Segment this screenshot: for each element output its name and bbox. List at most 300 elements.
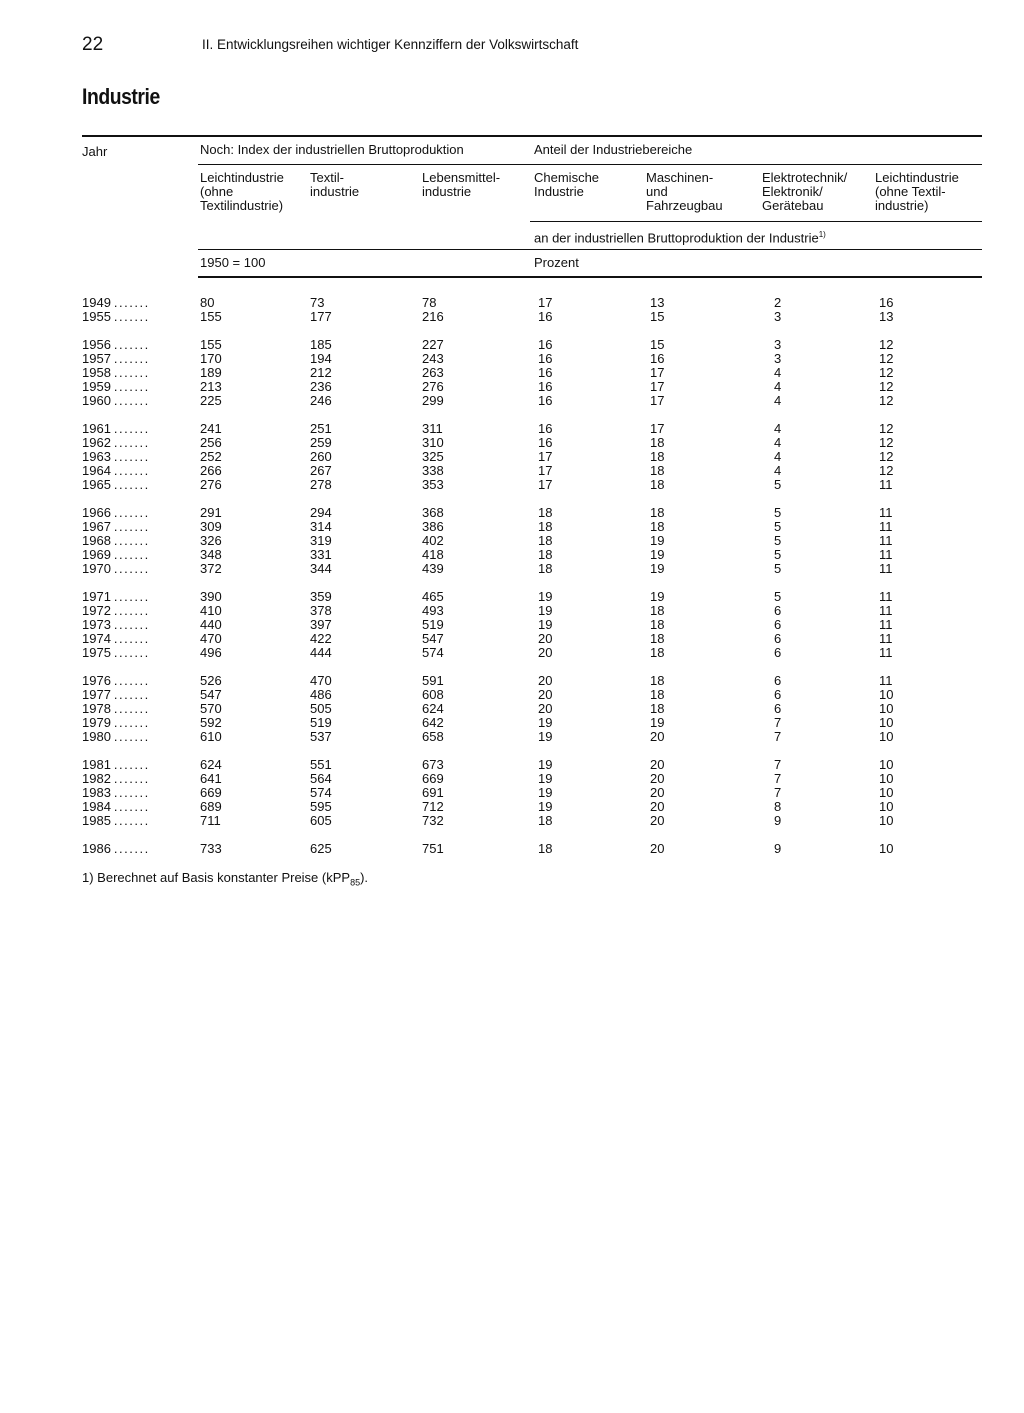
leader-dots: ....... [113, 771, 150, 786]
cell-col-6: 4 [774, 365, 782, 380]
page-number: 22 [82, 34, 104, 55]
cell-col-7: 11 [879, 645, 893, 660]
table-row [0, 366, 1024, 380]
cell-col-6: 3 [774, 337, 782, 352]
cell-col-7: 13 [879, 309, 894, 324]
cell-col-6: 4 [774, 393, 782, 408]
row-year [82, 758, 150, 772]
cell-col-1: 592 [200, 715, 222, 730]
cell-col-3: 608 [422, 687, 444, 702]
leader-dots: ....... [113, 337, 150, 352]
cell-col-6: 3 [774, 351, 782, 366]
cell-col-7: 10 [879, 785, 894, 800]
cell-col-7: 11 [879, 477, 893, 492]
header-group-index: Noch: Index der industriellen Bruttoproduktion [200, 142, 464, 157]
row-year [82, 730, 150, 744]
cell-col-5: 17 [650, 379, 665, 394]
leader-dots: ....... [113, 449, 150, 464]
cell-col-5: 18 [650, 701, 665, 716]
cell-col-3: 310 [422, 435, 444, 450]
row-year [82, 562, 150, 576]
cell-col-2: 359 [310, 589, 332, 604]
table-row [0, 296, 1024, 310]
cell-col-4: 16 [538, 421, 553, 436]
cell-col-7: 11 [879, 617, 893, 632]
leader-dots: ....... [113, 435, 150, 450]
share-subheader-footnote-ref: 1) [818, 230, 826, 239]
year-value: 1984 [82, 799, 111, 814]
cell-col-6: 4 [774, 463, 782, 478]
cell-col-6: 4 [774, 435, 782, 450]
row-year [82, 380, 150, 394]
cell-col-5: 18 [650, 687, 665, 702]
year-value: 1976 [82, 673, 111, 688]
year-value: 1980 [82, 729, 111, 744]
year-value: 1967 [82, 519, 111, 534]
leader-dots: ....... [113, 799, 150, 814]
cell-col-2: 564 [310, 771, 332, 786]
cell-col-6: 4 [774, 379, 782, 394]
row-year [82, 436, 150, 450]
cell-col-4: 18 [538, 813, 553, 828]
leader-dots: ....... [113, 533, 150, 548]
cell-col-7: 11 [879, 519, 893, 534]
cell-col-5: 19 [650, 547, 665, 562]
cell-col-6: 5 [774, 533, 782, 548]
cell-col-2: 251 [310, 421, 332, 436]
cell-col-7: 12 [879, 463, 894, 478]
year-value: 1957 [82, 351, 111, 366]
leader-dots: ....... [113, 505, 150, 520]
row-year [82, 618, 150, 632]
cell-col-6: 8 [774, 799, 782, 814]
cell-col-2: 294 [310, 505, 332, 520]
cell-col-3: 669 [422, 771, 444, 786]
cell-col-2: 444 [310, 645, 332, 660]
cell-col-7: 11 [879, 561, 893, 576]
cell-col-7: 12 [879, 351, 894, 366]
cell-col-2: 422 [310, 631, 332, 646]
row-year [82, 842, 150, 856]
cell-col-2: 236 [310, 379, 332, 394]
cell-col-7: 12 [879, 379, 894, 394]
leader-dots: ....... [113, 813, 150, 828]
cell-col-1: 496 [200, 645, 222, 660]
row-year [82, 800, 150, 814]
cell-col-7: 10 [879, 729, 894, 744]
year-value: 1958 [82, 365, 111, 380]
cell-col-5: 20 [650, 813, 665, 828]
cell-col-5: 13 [650, 295, 665, 310]
cell-col-7: 10 [879, 799, 894, 814]
cell-col-6: 5 [774, 505, 782, 520]
table-row [0, 478, 1024, 492]
year-value: 1969 [82, 547, 111, 562]
footnote [82, 870, 368, 888]
share-subheader-text: an der industriellen Bruttoproduktion der Industrie [534, 230, 819, 246]
cell-col-2: 185 [310, 337, 332, 352]
year-value: 1981 [82, 757, 111, 772]
cell-col-2: 537 [310, 729, 332, 744]
year-value: 1973 [82, 617, 111, 632]
leader-dots: ....... [113, 309, 150, 324]
cell-col-4: 20 [538, 673, 553, 688]
cell-col-2: 378 [310, 603, 332, 618]
leader-dots: ....... [113, 673, 150, 688]
footnote-suffix: ). [360, 870, 369, 885]
cell-col-4: 18 [538, 519, 553, 534]
cell-col-3: 299 [422, 393, 444, 408]
cell-col-4: 17 [538, 449, 553, 464]
cell-col-2: 212 [310, 365, 332, 380]
footnote-subscript: 85 [350, 877, 361, 888]
running-title: II. Entwicklungsreihen wichtiger Kennziffern der Volkswirtschaft [202, 37, 579, 52]
table-row [0, 688, 1024, 702]
cell-col-4: 19 [538, 771, 553, 786]
cell-col-4: 16 [538, 351, 553, 366]
cell-col-1: 372 [200, 561, 222, 576]
cell-col-5: 16 [650, 351, 665, 366]
table-row [0, 604, 1024, 618]
cell-col-2: 267 [310, 463, 332, 478]
leader-dots: ....... [113, 463, 150, 478]
cell-col-3: 751 [422, 841, 444, 856]
table-row [0, 842, 1024, 856]
section-title: Industrie [82, 84, 160, 109]
cell-col-5: 19 [650, 589, 665, 604]
cell-col-4: 20 [538, 687, 553, 702]
cell-col-4: 18 [538, 841, 553, 856]
cell-col-1: 155 [200, 309, 222, 324]
cell-col-6: 7 [774, 771, 782, 786]
cell-col-4: 20 [538, 701, 553, 716]
leader-dots: ....... [113, 379, 150, 394]
cell-col-2: 574 [310, 785, 332, 800]
leader-dots: ....... [113, 295, 150, 310]
cell-col-4: 16 [538, 337, 553, 352]
cell-col-1: 470 [200, 631, 222, 646]
table-row [0, 758, 1024, 772]
cell-col-6: 9 [774, 841, 782, 856]
cell-col-4: 19 [538, 729, 553, 744]
cell-col-6: 6 [774, 701, 782, 716]
unit-percent: Prozent [534, 255, 579, 270]
header-col-6: Elektrotechnik/ Elektronik/ Gerätebau [762, 170, 848, 213]
leader-dots: ....... [113, 561, 150, 576]
cell-col-3: 227 [422, 337, 444, 352]
cell-col-3: 325 [422, 449, 444, 464]
cell-col-3: 658 [422, 729, 444, 744]
row-year [82, 604, 150, 618]
cell-col-1: 689 [200, 799, 222, 814]
cell-col-1: 170 [200, 351, 222, 366]
cell-col-1: 570 [200, 701, 222, 716]
cell-col-2: 314 [310, 519, 332, 534]
table-row [0, 590, 1024, 604]
year-value: 1977 [82, 687, 111, 702]
cell-col-3: 243 [422, 351, 444, 366]
table-row [0, 352, 1024, 366]
cell-col-5: 18 [650, 463, 665, 478]
table-row [0, 422, 1024, 436]
table-row [0, 772, 1024, 786]
cell-col-4: 17 [538, 463, 553, 478]
cell-col-3: 642 [422, 715, 444, 730]
table-row [0, 618, 1024, 632]
header-col-7: Leichtindustrie (ohne Textil- industrie) [875, 170, 959, 213]
cell-col-1: 291 [200, 505, 222, 520]
cell-col-2: 397 [310, 617, 332, 632]
cell-col-3: 418 [422, 547, 444, 562]
cell-col-2: 260 [310, 449, 332, 464]
cell-col-2: 331 [310, 547, 332, 562]
cell-col-6: 6 [774, 673, 782, 688]
cell-col-6: 4 [774, 421, 782, 436]
header-col-3: Lebensmittel- industrie [422, 170, 501, 199]
year-value: 1949 [82, 295, 111, 310]
row-year [82, 548, 150, 562]
cell-col-1: 440 [200, 617, 222, 632]
year-value: 1972 [82, 603, 111, 618]
year-value: 1961 [82, 421, 111, 436]
row-year [82, 352, 150, 366]
cell-col-6: 5 [774, 477, 782, 492]
cell-col-1: 80 [200, 295, 215, 310]
row-year [82, 296, 150, 310]
row-year [82, 702, 150, 716]
table-row [0, 338, 1024, 352]
table-row [0, 632, 1024, 646]
cell-col-4: 17 [538, 477, 553, 492]
cell-col-2: 486 [310, 687, 332, 702]
year-value: 1962 [82, 435, 111, 450]
subheader-rule [530, 221, 982, 222]
leader-dots: ....... [113, 365, 150, 380]
table-row [0, 534, 1024, 548]
header-share-subheader [534, 228, 826, 245]
cell-col-7: 10 [879, 757, 894, 772]
cell-col-5: 18 [650, 645, 665, 660]
cell-col-2: 177 [310, 309, 332, 324]
header-col-1: Leichtindustrie (ohne Textilindustrie) [200, 170, 284, 213]
leader-dots: ....... [113, 785, 150, 800]
row-year [82, 464, 150, 478]
cell-col-7: 10 [879, 813, 894, 828]
cell-col-5: 20 [650, 771, 665, 786]
cell-col-1: 526 [200, 673, 222, 688]
year-value: 1968 [82, 533, 111, 548]
cell-col-5: 18 [650, 505, 665, 520]
cell-col-3: 591 [422, 673, 444, 688]
cell-col-1: 547 [200, 687, 222, 702]
cell-col-1: 256 [200, 435, 222, 450]
leader-dots: ....... [113, 351, 150, 366]
cell-col-1: 711 [200, 813, 221, 828]
header-year: Jahr [82, 144, 108, 159]
table-row [0, 730, 1024, 744]
table-row [0, 548, 1024, 562]
cell-col-5: 20 [650, 729, 665, 744]
cell-col-4: 19 [538, 617, 553, 632]
cell-col-2: 246 [310, 393, 332, 408]
leader-dots: ....... [113, 757, 150, 772]
cell-col-3: 263 [422, 365, 444, 380]
cell-col-2: 505 [310, 701, 332, 716]
cell-col-3: 712 [422, 799, 444, 814]
cell-col-7: 10 [879, 841, 894, 856]
cell-col-7: 10 [879, 771, 894, 786]
cell-col-5: 18 [650, 603, 665, 618]
leader-dots: ....... [113, 631, 150, 646]
table-row [0, 450, 1024, 464]
table-row [0, 800, 1024, 814]
cell-col-6: 6 [774, 603, 782, 618]
table-row [0, 674, 1024, 688]
cell-col-3: 402 [422, 533, 444, 548]
leader-dots: ....... [113, 589, 150, 604]
cell-col-1: 390 [200, 589, 222, 604]
table-row [0, 520, 1024, 534]
cell-col-2: 551 [310, 757, 332, 772]
cell-col-5: 18 [650, 519, 665, 534]
cell-col-7: 16 [879, 295, 894, 310]
leader-dots: ....... [113, 519, 150, 534]
cell-col-6: 2 [774, 295, 782, 310]
leader-dots: ....... [113, 617, 150, 632]
cell-col-7: 11 [879, 589, 893, 604]
cell-col-3: 519 [422, 617, 444, 632]
table-row [0, 702, 1024, 716]
year-value: 1959 [82, 379, 111, 394]
cell-col-1: 733 [200, 841, 222, 856]
row-year [82, 590, 150, 604]
row-year [82, 688, 150, 702]
cell-col-3: 673 [422, 757, 444, 772]
cell-col-3: 574 [422, 645, 444, 660]
cell-col-1: 624 [200, 757, 222, 772]
cell-col-4: 18 [538, 561, 553, 576]
table-row [0, 506, 1024, 520]
table-row [0, 562, 1024, 576]
year-value: 1960 [82, 393, 111, 408]
year-value: 1978 [82, 701, 111, 716]
cell-col-6: 4 [774, 449, 782, 464]
year-value: 1955 [82, 309, 111, 324]
cell-col-2: 519 [310, 715, 332, 730]
cell-col-4: 17 [538, 295, 553, 310]
cell-col-6: 6 [774, 687, 782, 702]
row-year [82, 478, 150, 492]
row-year [82, 534, 150, 548]
cell-col-6: 5 [774, 519, 782, 534]
leader-dots: ....... [113, 393, 150, 408]
cell-col-5: 15 [650, 309, 665, 324]
row-year [82, 506, 150, 520]
year-value: 1975 [82, 645, 111, 660]
row-year [82, 632, 150, 646]
leader-dots: ....... [113, 715, 150, 730]
footnote-text: 1) Berechnet auf Basis konstanter Preise (kPP [82, 870, 351, 885]
leader-dots: ....... [113, 687, 150, 702]
cell-col-5: 20 [650, 799, 665, 814]
cell-col-2: 259 [310, 435, 332, 450]
table-row [0, 716, 1024, 730]
row-year [82, 716, 150, 730]
row-year [82, 674, 150, 688]
leader-dots: ....... [113, 603, 150, 618]
table-row [0, 786, 1024, 800]
cell-col-4: 16 [538, 393, 553, 408]
cell-col-6: 6 [774, 617, 782, 632]
row-year [82, 366, 150, 380]
cell-col-5: 20 [650, 785, 665, 800]
cell-col-6: 3 [774, 309, 782, 324]
header-col-2: Textil- industrie [310, 170, 360, 199]
cell-col-7: 12 [879, 449, 894, 464]
cell-col-6: 6 [774, 631, 782, 646]
cell-col-1: 326 [200, 533, 222, 548]
table-row [0, 436, 1024, 450]
group-header-rule [198, 164, 982, 165]
row-year [82, 394, 150, 408]
cell-col-4: 19 [538, 715, 553, 730]
cell-col-4: 20 [538, 631, 553, 646]
cell-col-5: 20 [650, 757, 665, 772]
header-col-4: Chemische Industrie [534, 170, 600, 199]
cell-col-6: 9 [774, 813, 782, 828]
cell-col-4: 19 [538, 757, 553, 772]
cell-col-2: 73 [310, 295, 325, 310]
cell-col-1: 641 [200, 771, 222, 786]
table-row [0, 464, 1024, 478]
cell-col-7: 11 [879, 533, 893, 548]
cell-col-4: 18 [538, 533, 553, 548]
year-value: 1970 [82, 561, 111, 576]
cell-col-2: 278 [310, 477, 332, 492]
unit-index: 1950 = 100 [200, 255, 266, 270]
cell-col-1: 309 [200, 519, 222, 534]
cell-col-1: 610 [200, 729, 222, 744]
cell-col-4: 16 [538, 365, 553, 380]
row-year [82, 450, 150, 464]
year-value: 1964 [82, 463, 111, 478]
cell-col-7: 12 [879, 393, 894, 408]
cell-col-6: 6 [774, 645, 782, 660]
row-year [82, 786, 150, 800]
cell-col-6: 5 [774, 589, 782, 604]
cell-col-2: 595 [310, 799, 332, 814]
cell-col-7: 12 [879, 337, 894, 352]
cell-col-5: 18 [650, 631, 665, 646]
cell-col-3: 493 [422, 603, 444, 618]
cell-col-7: 11 [879, 547, 893, 562]
cell-col-3: 276 [422, 379, 444, 394]
header-col-5: Maschinen- und Fahrzeugbau [646, 170, 723, 213]
table-row [0, 380, 1024, 394]
cell-col-5: 18 [650, 477, 665, 492]
cell-col-6: 7 [774, 729, 782, 744]
leader-dots: ....... [113, 729, 150, 744]
leader-dots: ....... [113, 645, 150, 660]
cell-col-3: 386 [422, 519, 444, 534]
leader-dots: ....... [113, 841, 150, 856]
cell-col-1: 189 [200, 365, 222, 380]
row-year [82, 310, 150, 324]
cell-col-6: 7 [774, 757, 782, 772]
cell-col-1: 155 [200, 337, 222, 352]
cell-col-6: 5 [774, 547, 782, 562]
cell-col-2: 344 [310, 561, 332, 576]
